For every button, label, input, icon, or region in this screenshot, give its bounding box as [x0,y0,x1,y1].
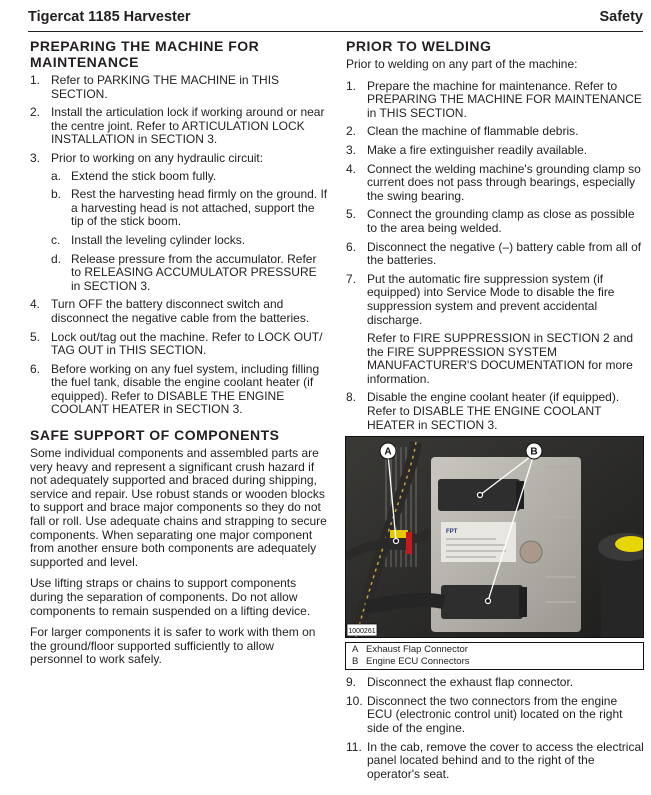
step-text: Install the articulation lock if working around or near the centre joint. Refer to ARTICULATION LOCK INSTALLATION in SECTION 3. [51,105,325,147]
engine-ecu-photo [345,436,644,638]
legend-row: A Exhaust Flap Connector [352,644,468,656]
figure-legend [345,642,644,670]
step-text: Before working on any fuel system, including filling the fuel tank, disable the engine coolant heater (if equipped). Refer to DISABLE THE ENGINE COOLANT HEATER in SECTION 3. [51,361,320,417]
prior-to-welding-section [346,38,644,781]
svg-text:FPT: FPT [446,529,458,536]
step-item: 7. Put the automatic fire suppression system (if equipped) into Service Mode to disable the fire suppression system and prevent accidental discharge. Refer to FIRE SUPPRESSION in SECTION 2 and the FIRE SUPPRESSION SYSTEM MANUFACTURER'S DOCUMENTATION for more information. [346,273,644,387]
callout-b [526,443,542,459]
svg-text:B: B [530,446,538,458]
safe-support-section [30,427,328,667]
hydraulic-substeps [51,170,328,294]
substep-item: c. Install the leveling cylinder locks. [51,232,246,247]
step-item: 3. Make a fire extinguisher readily available. [346,142,588,157]
step-text: Prior to working on any hydraulic circuit: [51,150,264,165]
step-item: 3. Prior to working on any hydraulic circuit: a. Extend the stick boom fully. b. Rest the harvesting head firmly on the ground. If a harvesting head is not attached, support the tip of the stick boom. c. Install the leveling cylinder locks. d. Release pressure from the accumulator. Refer to RELEASING ACCUMULATOR PRESSURE in SECTION 3. [30,150,328,293]
step-item: 4. Connect the welding machine's grounding clamp so current does not pass through bearings, especially the swing bearing. [346,161,641,203]
section-name: Safety [599,9,643,25]
step-item: 8. Disable the engine coolant heater (if equipped). Refer to DISABLE THE ENGINE COOLANT HEATER in SECTION 3. [346,390,620,432]
paragraph: Some individual components and assembled parts are very heavy and represent a significant crush hazard if not adequately supported and braced during shipping, service and repair. Use robust stands or wooden blocks to support and brace major components so they do not fall or roll. Use adequate chains and strapping to secure components. When separating one major component from another ensure both components are adequately supported and level. [30,446,327,569]
left-column [30,38,328,675]
step-item: 1. Prepare the machine for maintenance. Refer to PREPARING THE MACHINE FOR MAINTENANCE in THIS SECTION. [346,78,642,120]
substep-item: d. Release pressure from the accumulator. Refer to RELEASING ACCUMULATOR PRESSURE in SECTION 3. [51,251,317,293]
manual-title: Tigercat 1185 Harvester [28,9,191,25]
step-item: 1. Refer to PARKING THE MACHINE in THIS SECTION. [30,73,280,101]
welding-steps [346,80,644,433]
step-item: 10. Disconnect the two connectors from the engine ECU (electronic control unit) located on the right side of the engine. [346,693,623,736]
welding-intro: Prior to welding on any part of the machine: [346,57,578,71]
step-item: 11. In the cab, remove the cover to access the electrical panel located behind and to the right of the operator's seat. [346,739,644,781]
step-item: 2. Clean the machine of flammable debris. [346,124,579,139]
step-item: 4. Turn OFF the battery disconnect switch and disconnect the negative cable from the batteries. [30,297,310,325]
figure-id: 1000261 [348,628,376,636]
step-item: 6. Before working on any fuel system, including filling the fuel tank, disable the engine coolant heater (if equipped). Refer to DISABLE THE ENGINE COOLANT HEATER in SECTION 3. [30,361,320,417]
step-item: 5. Connect the grounding clamp as close as possible to the area being welded. [346,207,635,235]
legend-row: B Engine ECU Connectors [352,656,470,668]
fire-suppression-note: Refer to FIRE SUPPRESSION in SECTION 2 and the FIRE SUPPRESSION SYSTEM MANUFACTURER'S DOCUMENTATION for more information. [367,331,634,386]
step-item: 5. Lock out/tag out the machine. Refer to LOCK OUT/ TAG OUT in THIS SECTION. [30,329,323,358]
preparing-steps [30,74,328,417]
substep-item: a. Extend the stick boom fully. [51,168,217,183]
right-column [346,38,644,786]
page-header [28,7,643,32]
welding-heading: PRIOR TO WELDING [346,38,492,54]
substep-item: b. Rest the harvesting head firmly on the ground. If a harvesting head is not attached, support the tip of the stick boom. [51,187,328,229]
paragraph: Use lifting straps or chains to support components during the separation of components. Do not allow components to remain suspended on a lifting device. [30,576,311,618]
welding-steps-continued [346,676,644,781]
ecu-photo-illustration [346,437,643,637]
paragraph: For larger components it is safer to work with them on the ground/floor supported sufficiently to allow personnel to work safely. [30,625,316,667]
step-text: Refer to PARKING THE MACHINE in THIS SECTION. [51,73,280,101]
step-text: Lock out/tag out the machine. Refer to LOCK OUT/ TAG OUT in THIS SECTION. [51,329,323,358]
step-item: 6. Disconnect the negative (–) battery cable from all of the batteries. [346,239,642,268]
step-item: 9. Disconnect the exhaust flap connector. [346,675,574,690]
preparing-heading: PREPARING THE MACHINE FOR MAINTENANCE [30,38,260,70]
safe-support-heading: SAFE SUPPORT OF COMPONENTS [30,427,280,444]
step-item: 2. Install the articulation lock if working around or near the centre joint. Refer to ARTICULATION LOCK INSTALLATION in SECTION 3. [30,105,325,147]
svg-text:A: A [384,446,392,458]
step-text: Turn OFF the battery disconnect switch and disconnect the negative cable from the batteries. [51,297,310,325]
preparing-machine-section [30,38,328,417]
callout-a [380,443,396,459]
